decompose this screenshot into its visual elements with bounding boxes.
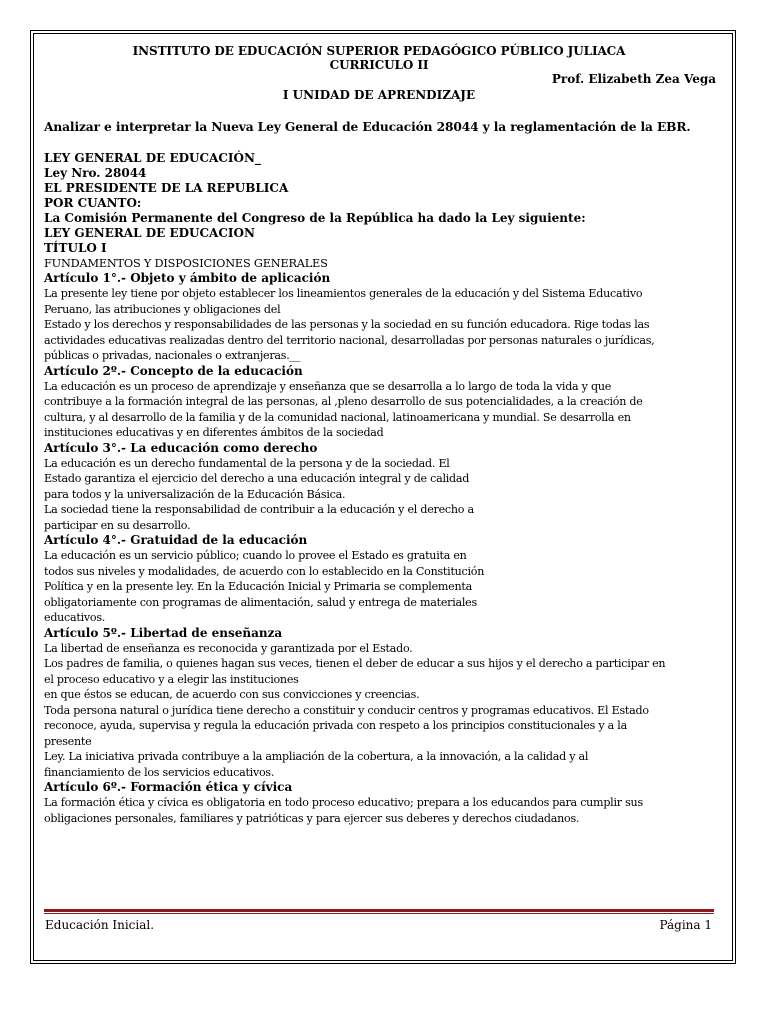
article-title: Artículo 5º.- Libertad de enseñanza: [44, 625, 283, 640]
article-5: [44, 626, 714, 781]
article-2: [44, 364, 714, 441]
article-line: educativos.: [44, 611, 106, 624]
law-heading-line: EL PRESIDENTE DE LA REPUBLICA: [44, 181, 289, 195]
article-line: Ley. La iniciativa privada contribuye a la ampliación de la cobertura, a la innovación, a la calidad y al: [44, 750, 589, 763]
article-line: en que éstos se educan, de acuerdo con sus convicciones y creencias.: [44, 688, 420, 701]
article-title: Artículo 3°.- La educación como derecho: [44, 440, 318, 455]
professor-name: Prof. Elizabeth Zea Vega: [551, 72, 716, 86]
law-heading-line: POR CUANTO:: [44, 196, 142, 210]
footer-rule: [44, 909, 714, 912]
article-line: cultura, y al desarrollo de la familia y de la comunidad nacional, latinoamericana y mundial. Se desarrolla en: [44, 410, 631, 424]
law-heading-line: LEY GENERAL DE EDUCACION: [44, 226, 255, 240]
institute-name: INSTITUTO DE EDUCACIÓN SUPERIOR PEDAGÓGICO PÚBLICO JULIACA: [132, 44, 626, 58]
article-line: Toda persona natural o jurídica tiene derecho a constituir y conducir centros y programas educativos. El Estado: [44, 703, 649, 717]
article-line: para todos y la universalización de la Educación Básica.: [44, 487, 346, 501]
article-line: el proceso educativo y a elegir las instituciones: [44, 672, 299, 686]
article-line: reconoce, ayuda, supervisa y regula la educación privada con respeto a los principios constitucionales y a la: [44, 719, 627, 732]
article-6: [44, 780, 714, 826]
article-line: La educación es un proceso de aprendizaje y enseñanza que se desarrolla a lo largo de toda la vida y que: [44, 379, 612, 393]
article-line: La libertad de enseñanza es reconocida y garantizada por el Estado.: [44, 641, 413, 655]
footer-left-text: Educación Inicial.: [45, 918, 155, 932]
footer-page-number: Página 1: [659, 918, 712, 932]
article-line: actividades educativas realizadas dentro del territorio nacional, desarrolladas por personas naturales o jurídicas,: [44, 333, 655, 347]
document-body: [44, 44, 714, 826]
law-heading-line: TÍTULO I: [44, 241, 107, 255]
article-line: La formación ética y cívica es obligatoria en todo proceso educativo; prepara a los educandos para cumplir sus: [44, 796, 643, 809]
section-title: FUNDAMENTOS Y DISPOSICIONES GENERALES: [44, 257, 328, 270]
law-heading-line: La Comisión Permanente del Congreso de la República ha dado la Ley siguiente:: [44, 211, 586, 225]
law-heading: [44, 151, 714, 256]
article-1: [44, 271, 714, 364]
article-4: [44, 533, 714, 626]
article-line: públicas o privadas, nacionales o extranjeras.__: [44, 349, 301, 362]
article-line: Estado garantiza el ejercicio del derecho a una educación integral y de calidad: [44, 472, 470, 485]
task-statement: Analizar e interpretar la Nueva Ley General de Educación 28044 y la reglamentación de la EBR.: [44, 120, 691, 134]
article-line: instituciones educativas y en diferentes ámbitos de la sociedad: [44, 426, 384, 439]
law-heading-line: LEY GENERAL DE EDUCACIÓN_: [44, 151, 261, 165]
article-line: financiamiento de los servicios educativos.: [44, 765, 275, 779]
article-line: presente: [44, 734, 92, 748]
article-title: Artículo 6º.- Formación ética y cívica: [44, 780, 293, 794]
article-line: La educación es un derecho fundamental de la persona y de la sociedad. El: [44, 456, 450, 470]
article-line: obligaciones personales, familiares y patrióticas y para ejercer sus deberes y derechos ciudadanos.: [44, 811, 580, 825]
article-line: La presente ley tiene por objeto establecer los lineamientos generales de la educación y del Sistema Educativo: [44, 287, 643, 300]
article-line: todos sus niveles y modalidades, de acuerdo con lo establecido en la Constitución: [44, 564, 485, 578]
article-line: Peruano, las atribuciones y obligaciones del: [44, 302, 281, 316]
article-title: Artículo 2º.- Concepto de la educación: [44, 363, 303, 378]
article-title: Artículo 4°.- Gratuidad de la educación: [44, 533, 308, 547]
article-line: La sociedad tiene la responsabilidad de contribuir a la educación y el derecho a: [44, 503, 474, 516]
article-line: La educación es un servicio público; cuando lo provee el Estado es gratuita en: [44, 549, 467, 562]
article-line: Los padres de familia, o quienes hagan sus veces, tienen el deber de educar a sus hijos y el derecho a participar en: [44, 657, 666, 670]
article-line: Estado y los derechos y responsabilidades de las personas y la sociedad en su función educadora. Rige todas las: [44, 318, 650, 331]
article-line: contribuye a la formación integral de las personas, al ,pleno desarrollo de sus potencialidades, a la creación de: [44, 395, 643, 408]
unit-title: I UNIDAD DE APRENDIZAJE: [282, 88, 476, 102]
article-line: obligatoriamente con programas de alimentación, salud y entrega de materiales: [44, 595, 477, 609]
article-title: Artículo 1°.- Objeto y ámbito de aplicación: [44, 271, 331, 285]
law-heading-line: Ley Nro. 28044: [44, 166, 147, 180]
article-line: participar en su desarrollo.: [44, 518, 191, 532]
article-3: [44, 441, 714, 534]
article-line: Política y en la presente ley. En la Educación Inicial y Primaria se complementa: [44, 580, 472, 593]
course-name: CURRICULO II: [329, 58, 429, 72]
footer-rule-thin: [44, 913, 714, 914]
